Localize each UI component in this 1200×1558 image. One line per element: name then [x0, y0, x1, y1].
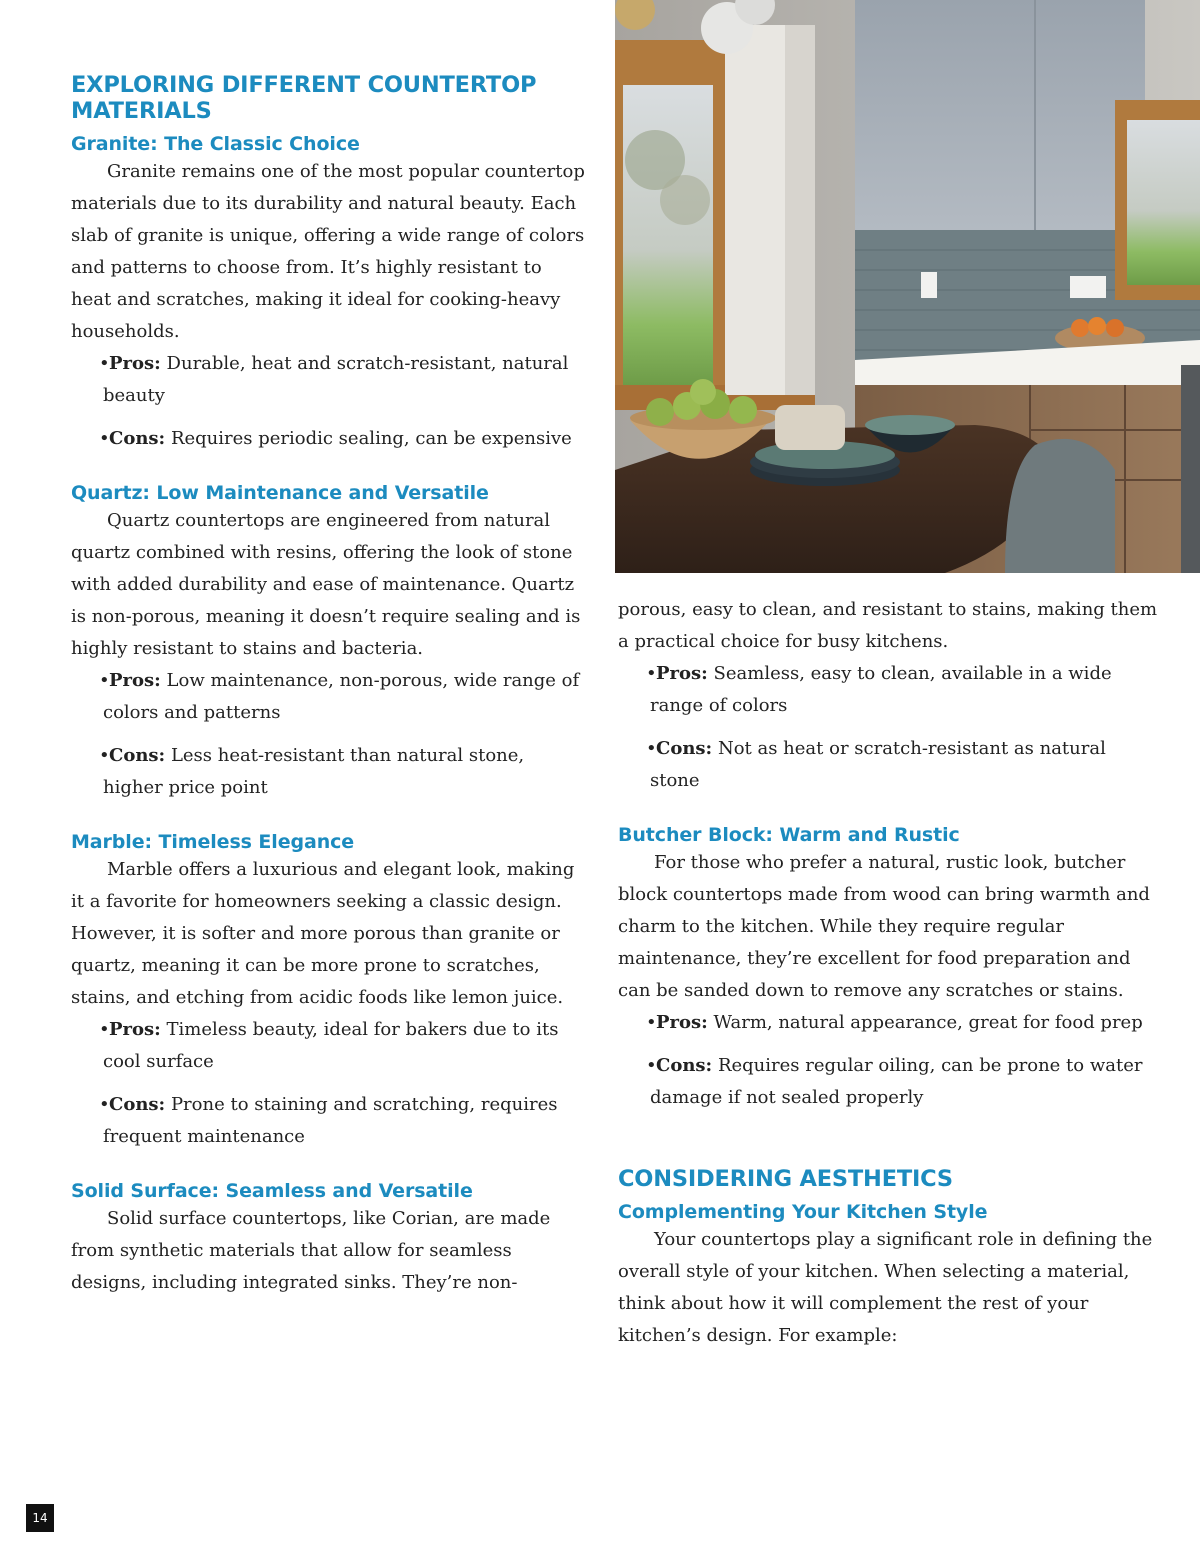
granite-cons: •Cons: Requires periodic sealing, can be expensive: [99, 428, 572, 449]
solid-surface-section: [71, 1179, 586, 1299]
kitchen-photo: [615, 0, 1200, 573]
quartz-cons: •Cons: Less heat-resistant than natural stone, higher price point: [99, 745, 525, 798]
quartz-section: [71, 481, 586, 804]
section-heading-countertop-materials: EXPLORING DIFFERENT COUNTERTOP MATERIALS: [71, 72, 537, 124]
solid-surface-body-continued: porous, easy to clean, and resistant to stains, making them a practical choice for busy kitchens.: [618, 599, 1158, 652]
marble-pros: •Pros: Timeless beauty, ideal for bakers due to its cool surface: [99, 1019, 559, 1072]
butcher-block-section: [618, 823, 1158, 1114]
butcher-block-title: Butcher Block: Warm and Rustic: [618, 824, 960, 846]
granite-title: Granite: The Classic Choice: [71, 133, 360, 155]
quartz-pros: •Pros: Low maintenance, non-porous, wide range of colors and patterns: [99, 670, 580, 723]
solid-surface-body: Solid surface countertops, like Corian, are made from synthetic materials that allow for seamless designs, including integrated sinks. They’re non-: [71, 1208, 551, 1293]
butcher-block-pros: •Pros: Warm, natural appearance, great for food prep: [646, 1012, 1143, 1033]
granite-body: Granite remains one of the most popular countertop materials due to its durability and natural beauty. Each slab of granite is unique, offering a wide range of colors and patterns to choose from. It’s highly resistant to heat and scratches, making it ideal for cooking-heavy households.: [71, 161, 585, 342]
solid-surface-cons: •Cons: Not as heat or scratch-resistant as natural stone: [646, 738, 1106, 791]
solid-surface-pros: •Pros: Seamless, easy to clean, available in a wide range of colors: [646, 663, 1112, 716]
granite-pros: •Pros: Durable, heat and scratch-resistant, natural beauty: [99, 353, 569, 406]
aesthetics-body: Your countertops play a significant role in defining the overall style of your kitchen. When selecting a material, think about how it will complement the rest of your kitchen’s design. For example:: [618, 1229, 1153, 1346]
aesthetics-section: [618, 1166, 1158, 1352]
left-column: [71, 72, 586, 1299]
solid-surface-title: Solid Surface: Seamless and Versatile: [71, 1180, 473, 1202]
butcher-block-cons: •Cons: Requires regular oiling, can be prone to water damage if not sealed properly: [646, 1055, 1143, 1108]
right-column: [618, 594, 1158, 1352]
page-number: 14: [26, 1504, 54, 1532]
marble-title: Marble: Timeless Elegance: [71, 831, 355, 853]
section-heading-aesthetics: CONSIDERING AESTHETICS: [618, 1166, 953, 1192]
butcher-block-body: For those who prefer a natural, rustic look, butcher block countertops made from wood can bring warmth and charm to the kitchen. While they require regular maintenance, they’re excellent for food preparation and can be sanded down to remove any scratches or stains.: [618, 852, 1150, 1001]
granite-section: [71, 132, 586, 455]
marble-cons: •Cons: Prone to staining and scratching, requires frequent maintenance: [99, 1094, 558, 1147]
solid-surface-continued: [618, 594, 1158, 797]
marble-body: Marble offers a luxurious and elegant look, making it a favorite for homeowners seeking a classic design. However, it is softer and more porous than granite or quartz, meaning it can be more prone to scratches, stains, and etching from acidic foods like lemon juice.: [71, 859, 575, 1008]
quartz-title: Quartz: Low Maintenance and Versatile: [71, 482, 489, 504]
quartz-body: Quartz countertops are engineered from natural quartz combined with resins, offering the look of stone with added durability and ease of maintenance. Quartz is non-porous, meaning it doesn’t require sealing and is highly resistant to stains and bacteria.: [71, 510, 581, 659]
marble-section: [71, 830, 586, 1153]
aesthetics-title: Complementing Your Kitchen Style: [618, 1201, 988, 1223]
